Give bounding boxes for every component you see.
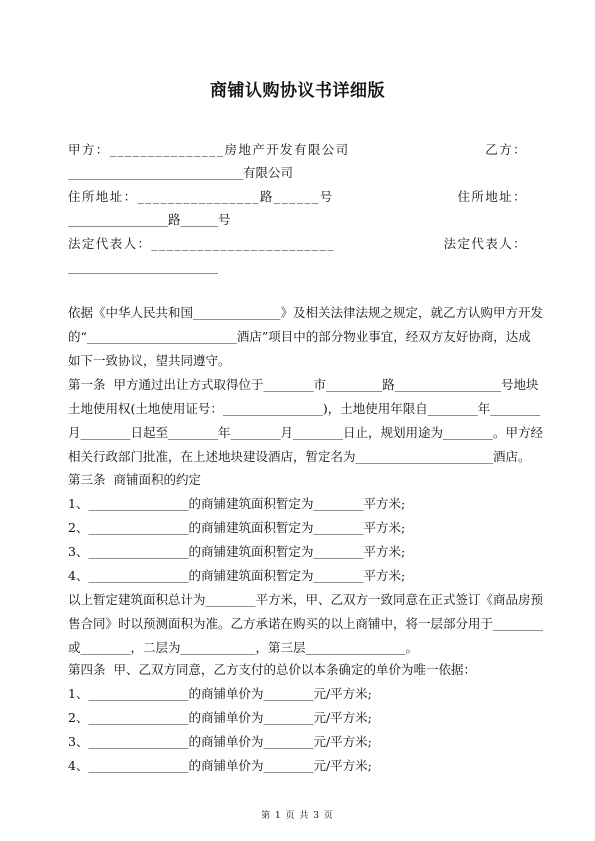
article1-line: 第一条 甲方通过出让方式取得位于________市_________路_________________号地块 — [68, 377, 539, 392]
article1-line: 土地使用权(土地使用证号：________________)，土地使用年限自________年________ — [68, 401, 541, 416]
article3-paragraph-line: 以上暂定建筑面积总计为________平方米，甲、乙双方一致同意在正式签订《商品房预 — [68, 592, 544, 607]
party-b-label: 乙方： — [485, 142, 527, 157]
article4-item: 2、________________的商铺单价为________元/平方米; — [68, 710, 372, 725]
article4-item: 1、________________的商铺单价为________元/平方米; — [68, 686, 372, 701]
address-b-value: ________________路______号 — [68, 212, 231, 227]
article3-item: 2、________________的商铺建筑面积暂定为________平方米; — [68, 520, 406, 535]
article1-line: 相关行政部门批准，在上述地块建设酒店，暂定名为______________________酒店。 — [68, 449, 531, 464]
article4-item: 4、________________的商铺单价为________元/平方米; — [68, 758, 372, 773]
article3-paragraph-line: 或________，二层为____________，第三层________________。 — [68, 640, 419, 655]
intro-line: 如下一致协议，望共同遵守。 — [68, 353, 231, 368]
representative-a-line: 法定代表人：________________________ — [68, 236, 336, 251]
article3-heading: 第三条 商铺面积的约定 — [68, 472, 201, 487]
party-a-line: 甲方：_______________房地产开发有限公司 — [68, 142, 350, 157]
representative-b-value: ________________________ — [68, 259, 218, 274]
page-number-footer: 第 1 页 共 3 页 — [261, 811, 334, 821]
party-b-company: ____________________________有限公司 — [68, 165, 294, 180]
article4-item: 3、________________的商铺单价为________元/平方米; — [68, 734, 372, 749]
article3-item: 1、________________的商铺建筑面积暂定为________平方米; — [68, 496, 406, 511]
article4-heading: 第四条 甲、乙双方同意，乙方支付的总价以本条确定的单价为唯一依据： — [68, 662, 476, 677]
article1-line: 月________日起至________年________月________日止，规划用途为________。甲方经 — [68, 425, 544, 440]
intro-line: 依据《中华人民共和国______________》及相关法律法规之规定，就乙方认购甲方开发 — [68, 305, 544, 320]
article3-item: 4、________________的商铺建筑面积暂定为________平方米; — [68, 568, 406, 583]
address-a-line: 住所地址：________________路______号 — [68, 189, 334, 204]
article3-paragraph-line: 售合同》时以预测面积为准。乙方承诺在购买的以上商铺中，将一层部分用于________ — [68, 616, 544, 631]
representative-b-label: 法定代表人： — [443, 236, 527, 251]
address-b-label: 住所地址： — [457, 189, 527, 204]
document-title: 商铺认购协议书详细版 — [210, 81, 385, 101]
intro-line: 的“________________________酒店”项目中的部分物业事宜，经双方友好协商，达成 — [68, 329, 531, 344]
article3-item: 3、________________的商铺建筑面积暂定为________平方米; — [68, 544, 406, 559]
